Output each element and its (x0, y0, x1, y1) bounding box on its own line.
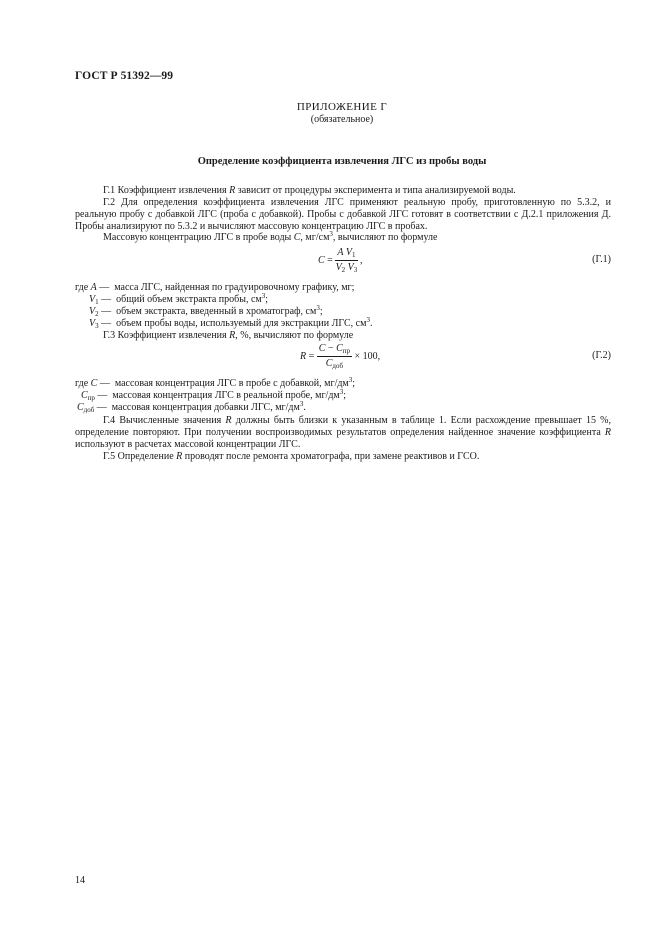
formula-g2-fraction: $\frac{C - C_{пр}}{C_{доб}}$ (318, 343, 350, 370)
definition-row: $V_2$ — объем экстракта, введенный в хроматограф, $см^3$; (89, 304, 323, 318)
paragraph-g1: Г.1 Коэффициент извлечения R зависит от процедуры эксперимента и типа анализируемой воды. (103, 185, 516, 196)
paragraph-g2: Г.2 Для определения коэффициента извлечения ЛГС применяют реальную пробу, приготовленную по 5.3.2, и реальную пробу с добавкой ЛГС (проба с добавкой). Пробы с добавкой ЛГС готовят в соответствии с Д.2.1 приложения Д. Пробы анализируют по 5.3.2 и вычисляют массовую концентрацию ЛГС в пробах. (75, 197, 611, 232)
document-header: ГОСТ Р 51392—99 (75, 70, 174, 82)
formula-g2-label: (Г.2) (592, 350, 611, 361)
paragraph-g3: Г.3 Коэффициент извлечения R, %, вычисляют по формуле (103, 330, 354, 341)
formula-g2-eq: = (308, 350, 315, 362)
definition-row: $C_{пр}$ — массовая концентрация ЛГС в реальной пробе, $мг/дм^3$; (81, 388, 347, 402)
page-number: 14 (75, 875, 85, 886)
appendix-title: ПРИЛОЖЕНИЕ Г (296, 101, 388, 113)
section-title: Определение коэффициента извлечения ЛГС из пробы воды (197, 156, 487, 167)
formula-g2: R = $\frac{C - C_{пр}}{C_{доб}}$ × 100, (Г.2) (300, 343, 611, 370)
formula-g1-fraction: $\frac{A V_1}{V_2 V_3}$ (335, 247, 358, 274)
formula-g2-lhs: R (300, 350, 307, 362)
definition-row: где A — масса ЛГС, найденная по градуировочному графику, мг; (75, 282, 355, 293)
paragraph-g5: Г.5 Определение R проводят после ремонта хроматографа, при замене реактивов и ГСО. (103, 451, 480, 462)
definition-row: $V_3$ — объем пробы воды, используемый для экстракции ЛГС, $см^3$. (89, 316, 373, 330)
formula-g1-eq: = (327, 254, 333, 266)
paragraph-concentration-intro: Массовую концентрацию ЛГС в пробе воды C, $мг/см^3$, вычисляют по формуле (103, 230, 438, 243)
formula-g1-label: (Г.1) (592, 254, 611, 265)
definition-row: $V_1$ — общий объем экстракта пробы, $см^3$; (89, 292, 269, 306)
paragraph-g4: Г.4 Вычисленные значения R должны быть близки к указанным в таблице 1. Если расхождение превышает 15 %, определение повторяют. При получении воспроизводимых результатов определения найденное значение коэффициента R используют в расчетах массовой концентрации ЛГС. (75, 415, 611, 450)
formula-g1: C = $\frac{A V_1}{V_2 V_3}$ , (Г.1) (318, 247, 611, 274)
definition-row: где C — массовая концентрация ЛГС в пробе с добавкой, $мг/дм^3$; (75, 376, 356, 389)
formula-g1-lhs: C (318, 254, 325, 266)
definition-row: $C_{доб}$ — массовая концентрация добавки ЛГС, $мг/дм^3$. (77, 400, 306, 414)
appendix-subtitle: (обязательное) (310, 114, 374, 125)
